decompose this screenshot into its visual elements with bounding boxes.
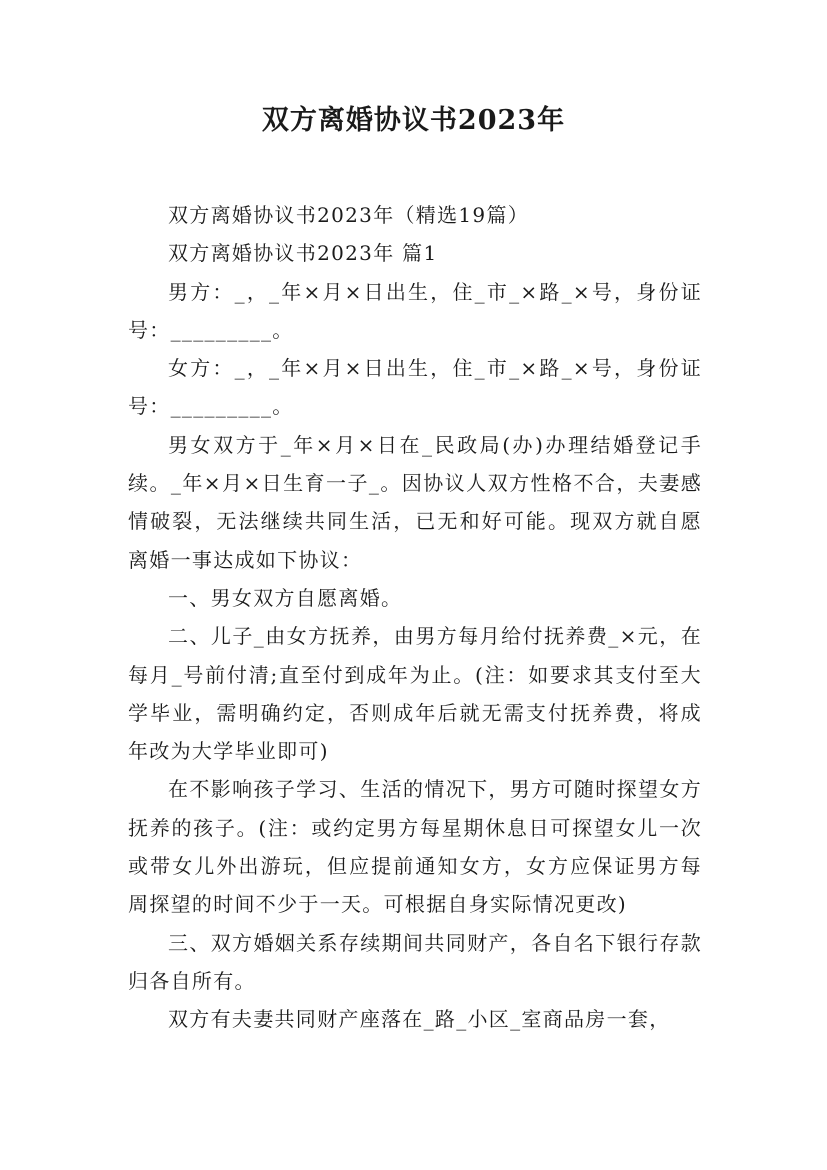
paragraph-subtitle: 双方离婚协议书2023年（精选19篇） xyxy=(168,203,530,227)
paragraph-clause-2: 二、儿子_由女方抚养，由男方每月给付抚养费_×元，在每月_号前付清;直至付到成年为止。(注：如要求其支付至大学毕业，需明确约定，否则成年后就无需支付抚养费，将成年改为大学毕业即可) xyxy=(128,624,702,764)
paragraph-clause-3: 三、双方婚姻关系存续期间共同财产，各自名下银行存款归各自所有。 xyxy=(128,930,702,993)
document-body xyxy=(128,196,702,1039)
paragraph-property: 双方有夫妻共同财产座落在_路_小区_室商品房一套， xyxy=(168,1007,671,1032)
paragraph-female-party: 女方：_，_年×月×日出生，住_市_×路_×号，身份证号：_________。 xyxy=(128,356,702,419)
document-title: 双方离婚协议书2023年 xyxy=(261,105,566,136)
paragraph-male-party: 男方：_，_年×月×日出生，住_市_×路_×号，身份证号：_________。 xyxy=(128,279,702,342)
paragraph-marriage-background: 男女双方于_年×月×日在_民政局(办)办理结婚登记手续。_年×月×日生育一子_。因协议人双方性格不合，夫妻感情破裂，无法继续共同生活，已无和好可能。现双方就自愿离婚一事达成如下协议： xyxy=(128,432,702,572)
paragraph-section-heading: 双方离婚协议书2023年 篇1 xyxy=(168,241,438,266)
paragraph-clause-1: 一、男女双方自愿离婚。 xyxy=(168,585,403,610)
paragraph-visitation: 在不影响孩子学习、生活的情况下，男方可随时探望女方抚养的孩子。(注：或约定男方每星期休息日可探望女儿一次或带女儿外出游玩，但应提前通知女方，女方应保证男方每周探望的时间不少于一天。可根据自身实际情况更改) xyxy=(128,777,702,917)
